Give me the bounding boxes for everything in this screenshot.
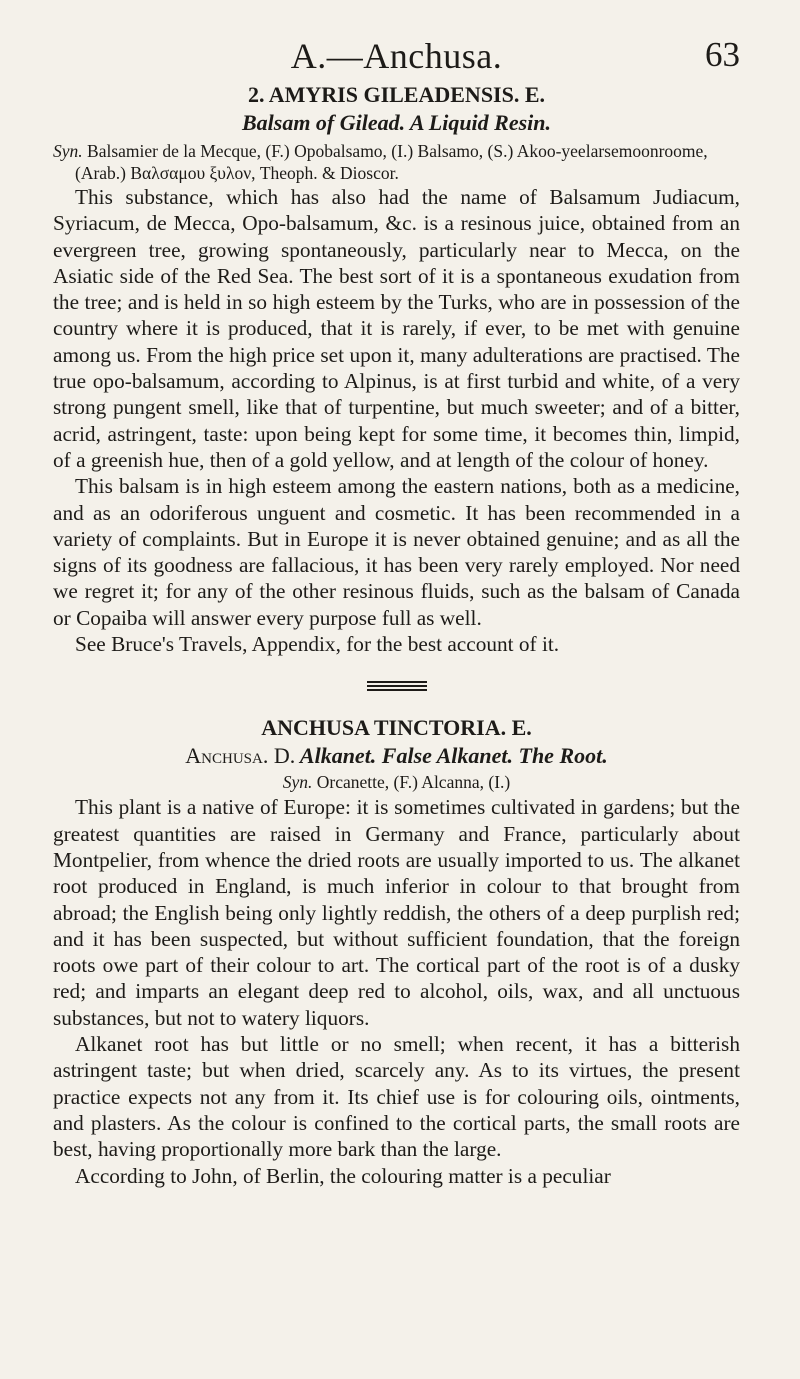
paragraph: This balsam is in high esteem among the eastern nations, both as a medicine, and as an odoriferous unguent and cosmetic. It has been recommended in a variety of complaints. But in Europe it is never obtained genuine; and as all the signs of its goodness are fallacious, it has been very rarely employed. Nor need we regret it; for any of the other resinous fluids, such as the balsam of Canada or Copaiba will answer every purpose full as well. (53, 474, 740, 630)
synonyms-label: Syn. (282, 772, 313, 793)
section-amyris (53, 80, 740, 657)
paragraph: This substance, which has also had the name of Balsamum Judiacum, Syriacum, de Mecca, Opo-balsamum, &c. is a resinous juice, obtained from an evergreen tree, growing spontaneously, particularly near to Mecca, on the Asiatic side of the Red Sea. The best sort of it is a spontaneous exudation from the tree; and is held in so high esteem by the Turks, who are in possession of the country where it is produced, that it is rarely, if ever, to be met with genuine among us. From the high price set upon it, many adulterations are practised. The true opo-balsamum, according to Alpinus, is at first turbid and white, of a very strong pungent smell, like that of turpentine, but much sweeter; and of a bitter, acrid, astringent, taste: upon being kept for some time, it becomes thin, limpid, of a greenish hue, then of a gold yellow, and at length of the colour of honey. (53, 185, 740, 472)
paragraph: See Bruce's Travels, Appendix, for the best account of it. (75, 632, 560, 657)
section-heading: 2. AMYRIS GILEADENSIS. E. (247, 82, 546, 107)
synonyms-label: Syn. (53, 141, 83, 161)
synonyms-text: Orcanette, (F.) Alcanna, (I.) (316, 772, 511, 793)
paragraph: Alkanet root has but little or no smell; when recent, it has a bitterish astringent taste; but when dried, scarcely any. As to its virtues, the present practice expects not any from it. Its chief use is for colouring oils, ointments, and plasters. As the colour is confined to the cortical parts, the small roots are best, having proportionally more bark than the large. (53, 1032, 740, 1162)
section-anchusa (53, 713, 740, 1188)
synonyms (53, 770, 740, 794)
running-head (53, 0, 740, 80)
paragraph: This plant is a native of Europe: it is sometimes cultivated in gardens; but the greatest quantities are raised in Germany and France, particularly about Montpelier, from whence the dried roots are usually imported to us. The alkanet root produced in England, is much inferior in colour to that brought from abroad; the English being only lightly reddish, the others of a deep purplish red; and it has been suspected, but without sufficient foundation, that the foreign roots owe part of their colour to art. The cortical part of the root is of a dusky red; and imparts an elegant deep red to alcohol, oils, wax, and all unctuous substances, but not to watery liquors. (53, 795, 740, 1030)
section-heading: ANCHUSA TINCTORIA. E. (261, 715, 532, 741)
section-subheading: Balsam of Gilead. A Liquid Resin. (241, 110, 552, 135)
page-number: 63 (705, 35, 740, 74)
common-names: Alkanet. False Alkanet. The Root. (299, 743, 608, 769)
paragraph: According to John, of Berlin, the colouring matter is a peculiar (75, 1163, 611, 1188)
official-name: Anchusa. D. (185, 743, 296, 769)
running-head-title: A.—Anchusa. (290, 36, 503, 76)
section-subheading (53, 742, 740, 770)
synonyms-text: Balsamier de la Mecque, (F.) Opobalsamo, (I.) Balsamo, (S.) Akoo-yeelarsemoonroome, (Arab.) Βαλσαμου ξυλον, Theoph. & Dioscor. (75, 141, 708, 183)
synonyms (53, 140, 740, 184)
section-divider (367, 681, 427, 691)
